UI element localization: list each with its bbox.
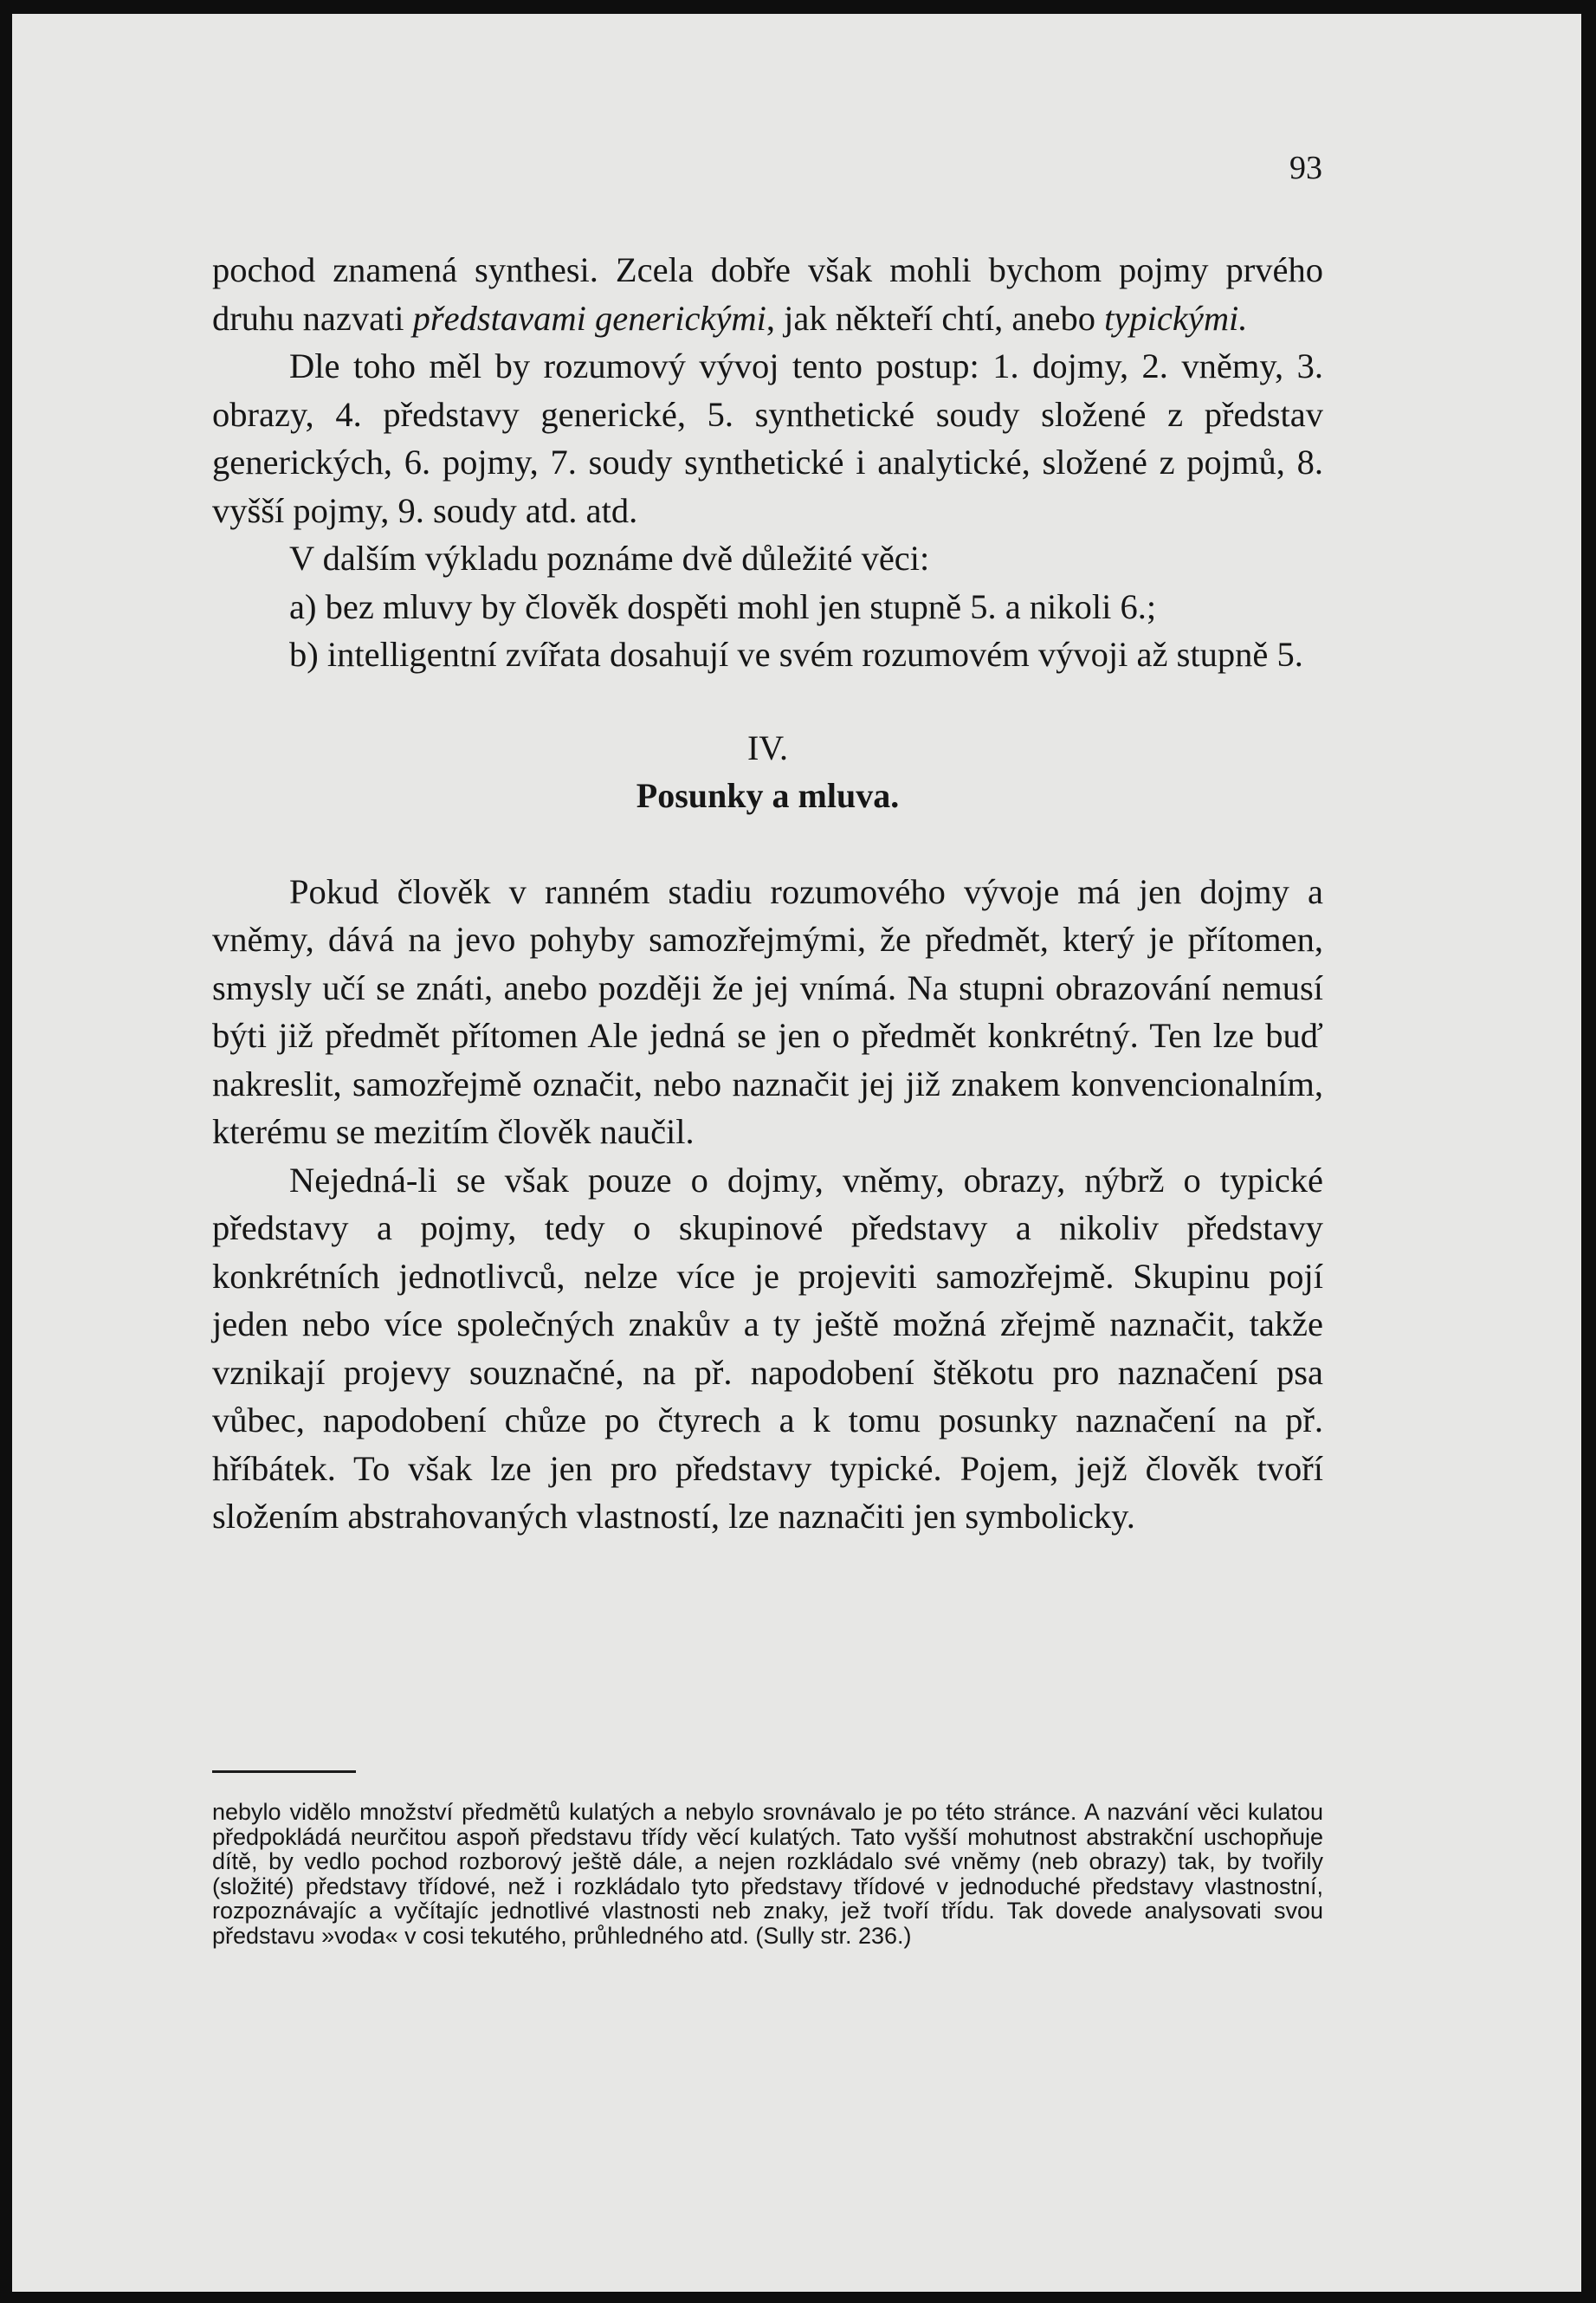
section-number: IV. [746,728,789,767]
paragraph-1 [212,246,1323,342]
paragraph-5: Nejedná-li se však pouze o dojmy, vněmy, obrazy, nýbrž o typické představy a pojmy, tedy o skupinové představy a nikoliv představy konkrétních jednotlivců, nelze více je projeviti samozřejmě. Skupinu pojí jeden nebo více společných znakův a ty ještě možná zřejmě naznačit, takže vznikají projevy souznačné, na př. napodobení štěkotu pro naznačení psa vůbec, napodobení chůze po čtyrech a k tomu posunky naznačení na př. hříbátek. To však lze jen pro představy typické. Pojem, jejž člověk tvoří složením abstrahovaných vlastností, lze naznačiti jen symbolicky. [212,1160,1323,1536]
footnote: nebylo vidělo množství předmětů kulatých a nebylo srovnávalo je po této stránce. A nazvání věci kulatou předpokládá neurčitou aspoň představu třídy věcí kulatých. Tato vyšší mohutnost abstrakční uschopňuje dítě, by vedlo pochod rozborový ještě dále, a nejen rozkládalo své vněmy (neb obrazy) tak, by tvořily (složité) představy třídové, než i rozkládalo tyto představy třídové v jednoduché představy vlastnostní, rozpoznávajíc a vyčítajíc jednotlivé vlastnosti neb znaky, jež tvoří třídu. Tak dovede analysovati svou představu »voda« v cosi tekutého, průhledného atd. (Sully str. 236.) [212,1799,1323,1949]
paragraph-1-emphasis-2: typickými. [1104,298,1248,338]
list-item-a: a) bez mluvy by člověk dospěti mohl jen stupně 5. a nikoli 6.; [289,586,1157,626]
paragraph-2: Dle toho měl by rozumový vývoj tento postup: 1. dojmy, 2. vněmy, 3. obrazy, 4. představy generické, 5. synthetické soudy složené z představ generických, 6. pojmy, 7. soudy synthetické i analytické, složené z pojmů, 8. vyšší pojmy, 9. soudy atd. atd. [212,346,1323,530]
book-page [12,14,1581,2292]
paragraph-1-emphasis-1: představami generickými [412,298,766,338]
list-item-b: b) intelligentní zvířata dosahují ve svém rozumovém vývoji až stupně 5. [289,635,1303,674]
paragraph-1-text-a: pochod znamená synthesi. Zcela dobře však mohli bychom pojmy prvého druhu nazvati [212,250,1323,338]
footnote-divider [212,1770,356,1773]
paragraph-3: V dalším výkladu poznáme dvě důležité věci: [289,539,930,578]
main-text [212,246,1323,1541]
page-number: 93 [1289,150,1322,186]
section-title: Posunky a mluva. [636,775,900,815]
paragraph-1-text-b: , jak někteří chtí, anebo [766,298,1105,338]
paragraph-4: Pokud člověk v ranném stadiu rozumového vývoje má jen dojmy a vněmy, dává na jevo pohyby samozřejmými, že předmět, který je přítomen, smysly učí se znáti, anebo později že jej vnímá. Na stupni obrazování nemusí býti již předmět přítomen Ale jedná se jen o předmět konkrétný. Ten lze buď nakreslit, samozřejmě označit, nebo naznačit jej již znakem konvencionalním, kterému se mezitím člověk naučil. [212,871,1323,1151]
